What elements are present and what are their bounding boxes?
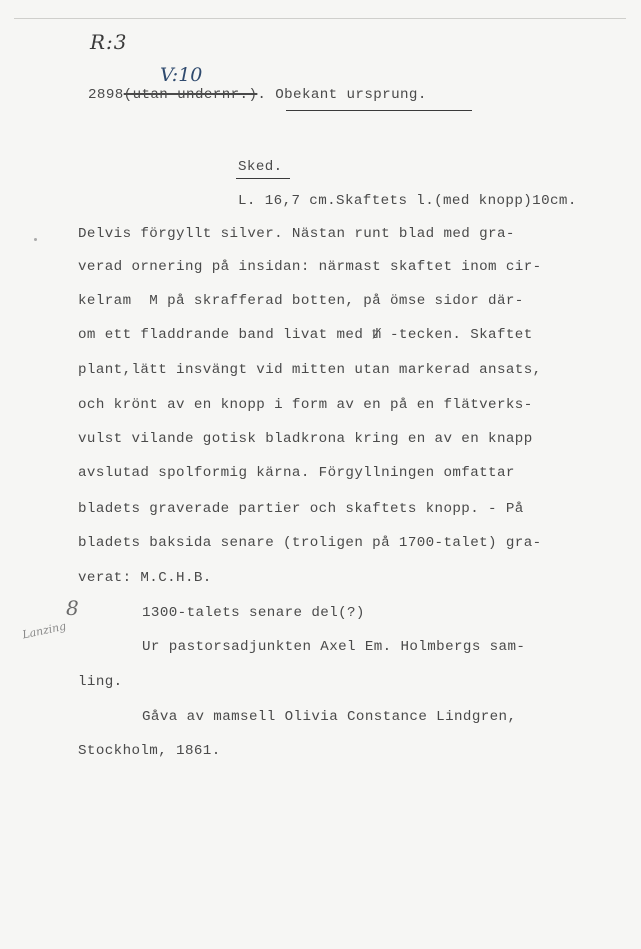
body-line-10: bladets graverade partier och skaftets knopp. - På (78, 501, 524, 517)
provenance-line-2: ling. (78, 674, 123, 690)
catalog-number: 2898 (88, 87, 124, 103)
body-line-4: kelram M på skrafferad botten, på ömse sidor där- (78, 293, 524, 309)
catalog-header (88, 86, 427, 104)
gift-line-1: Gåva av mamsell Olivia Constance Lindgren, (142, 709, 517, 725)
body-line-9: avslutad spolformig kärna. Förgyllningen omfattar (78, 465, 515, 481)
body-line-7: och krönt av en knopp i form av en på en flätverks- (78, 397, 533, 413)
struck-subnumber: (utan undernr.) (123, 87, 258, 103)
origin-underline (286, 110, 472, 111)
page-edge (14, 18, 626, 19)
gift-line-2: Stockholm, 1861. (78, 743, 221, 759)
body-line-1: L. 16,7 cm.Skaftets l.(med knopp)10cm. (238, 193, 577, 209)
title-underline (236, 178, 290, 179)
body-line-5: om ett fladdrande band livat med ᵺ -tecken. Skaftet (78, 327, 533, 343)
body-line-12: verat: M.C.H.B. (78, 570, 212, 586)
body-line-3: verad ornering på insidan: närmast skaftet inom cir- (78, 259, 542, 275)
object-title: Sked. (238, 159, 283, 175)
handwritten-scribble: Lanzing (21, 619, 68, 642)
provenance-line-1: Ur pastorsadjunkten Axel Em. Holmbergs sam- (142, 639, 526, 655)
body-line-6: plant,lätt insvängt vid mitten utan markerad ansats, (78, 362, 542, 378)
dating-line: 1300-talets senare del(?) (142, 605, 365, 621)
handwritten-volume: V:10 (160, 64, 203, 86)
handwritten-page-mark: 8 (66, 596, 79, 620)
body-line-2: Delvis förgyllt silver. Nästan runt blad med gra- (78, 226, 515, 242)
body-line-11: bladets baksida senare (troligen på 1700-talet) gra- (78, 535, 542, 551)
paper-speck (34, 238, 37, 241)
origin-label: Obekant ursprung. (275, 87, 427, 103)
body-line-8: vulst vilande gotisk bladkrona kring en av en knapp (78, 431, 533, 447)
handwritten-reference: R:3 (90, 30, 128, 54)
header-separator: . (257, 87, 276, 103)
